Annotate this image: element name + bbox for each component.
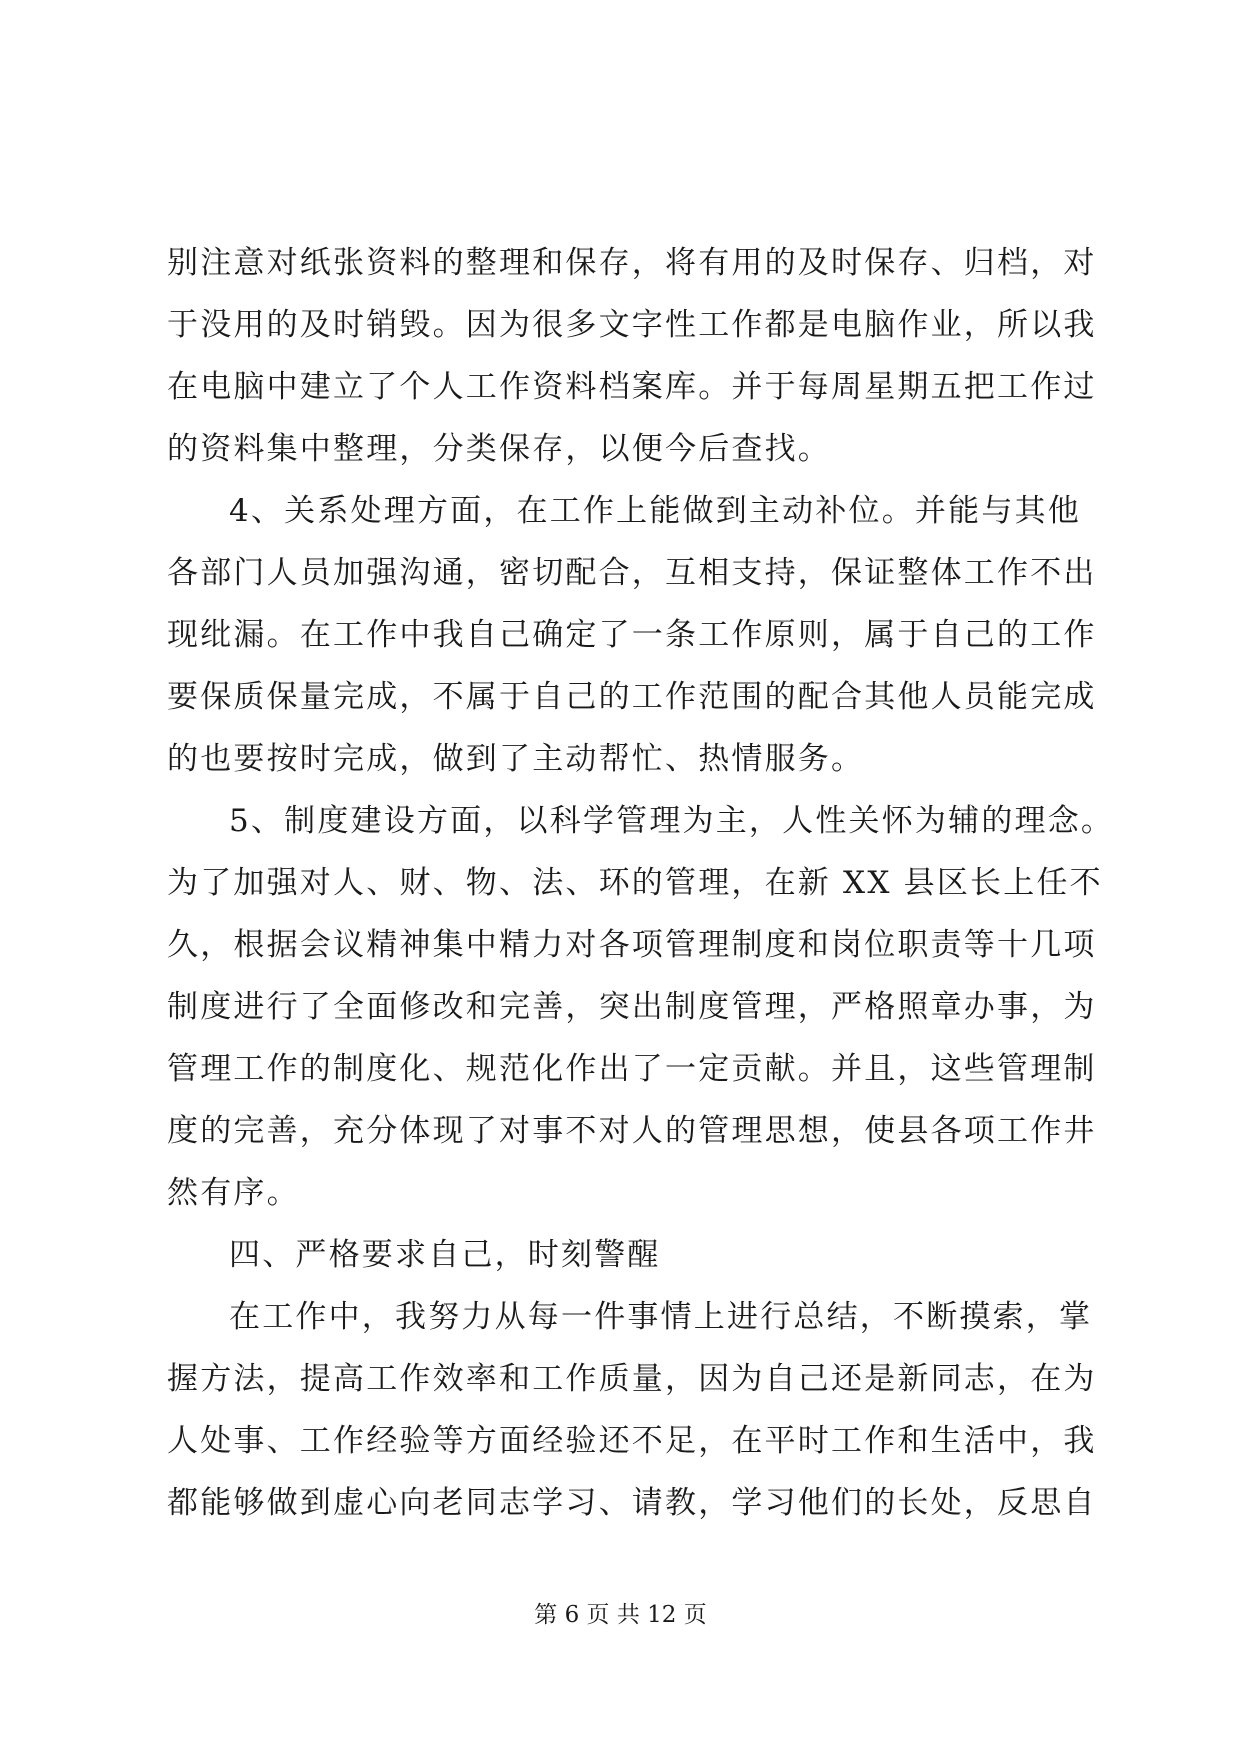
text-line: 然有序。: [167, 1175, 300, 1211]
text-line: 久，根据会议精神集中精力对各项管理制度和岗位职责等十几项: [167, 927, 1097, 963]
document-body: [167, 232, 1115, 1534]
page-number-footer: 第 6 页 共 12 页: [534, 1602, 707, 1628]
text-line: 度的完善，充分体现了对事不对人的管理思想，使县各项工作井: [167, 1113, 1097, 1149]
text-line: 于没用的及时销毁。因为很多文字性工作都是电脑作业，所以我: [167, 307, 1097, 343]
text-line: 人处事、工作经验等方面经验还不足，在平时工作和生活中，我: [167, 1423, 1097, 1459]
text-line: 握方法，提高工作效率和工作质量，因为自己还是新同志，在为: [167, 1361, 1097, 1397]
text-line: 都能够做到虚心向老同志学习、请教，学习他们的长处，反思自: [167, 1485, 1097, 1521]
text-line: 的也要按时完成，做到了主动帮忙、热情服务。: [167, 741, 865, 777]
text-line: 要保质保量完成，不属于自己的工作范围的配合其他人员能完成: [167, 679, 1097, 715]
text-line: 别注意对纸张资料的整理和保存，将有用的及时保存、归档，对: [167, 245, 1097, 281]
text-line: 的资料集中整理，分类保存，以便今后查找。: [167, 431, 831, 467]
text-line: 各部门人员加强沟通，密切配合，互相支持，保证整体工作不出: [167, 555, 1097, 591]
text-line: 现纰漏。在工作中我自己确定了一条工作原则，属于自己的工作: [167, 617, 1097, 653]
paragraph-start-line: 5、制度建设方面，以科学管理为主，人性关怀为辅的理念。: [229, 803, 1115, 839]
text-line: 在电脑中建立了个人工作资料档案库。并于每周星期五把工作过: [167, 369, 1097, 405]
section-heading: 四、严格要求自己，时刻警醒: [229, 1237, 661, 1273]
text-line: 管理工作的制度化、规范化作出了一定贡献。并且，这些管理制: [167, 1051, 1097, 1087]
text-line: 制度进行了全面修改和完善，突出制度管理，严格照章办事，为: [167, 989, 1097, 1025]
text-line: 为了加强对人、财、物、法、环的管理，在新 XX 县区长上任不: [167, 865, 1103, 901]
paragraph-start-line: 在工作中，我努力从每一件事情上进行总结，不断摸索，掌: [229, 1299, 1093, 1335]
paragraph-start-line: 4、关系处理方面，在工作上能做到主动补位。并能与其他: [229, 493, 1081, 529]
